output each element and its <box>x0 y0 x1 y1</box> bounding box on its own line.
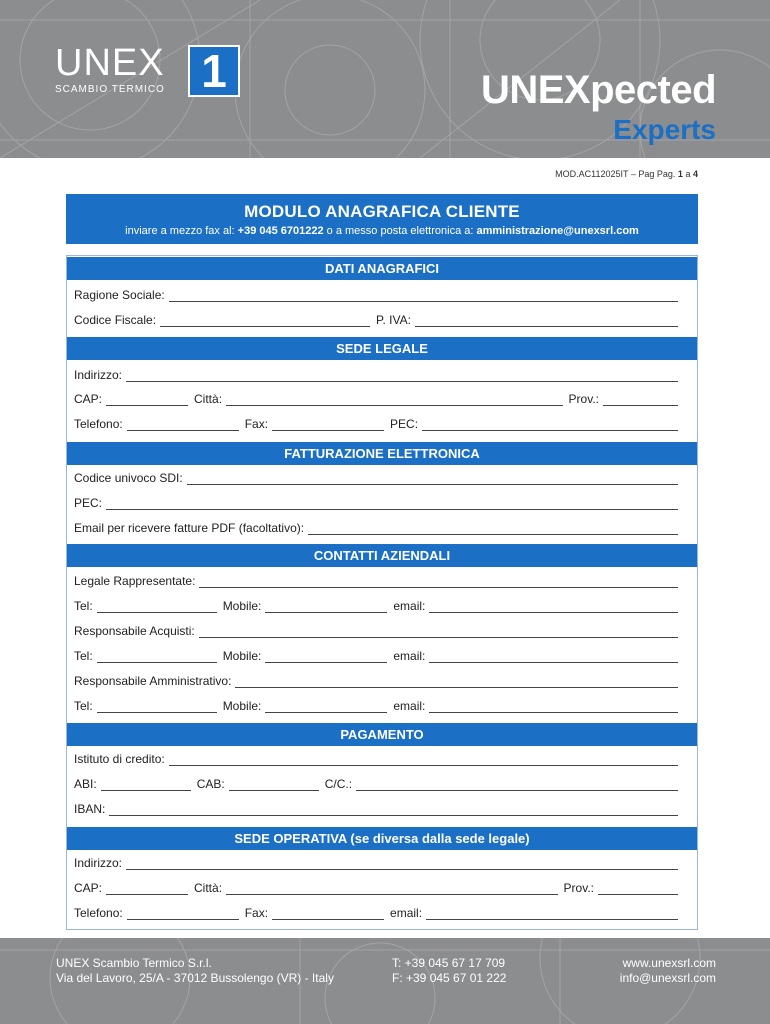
label-email-pdf: Email per ricevere fatture PDF (facoltativo): <box>74 521 305 535</box>
logo-wordmark: UNEX <box>55 42 165 84</box>
label-cap: CAP: <box>74 392 103 406</box>
page-total: 4 <box>692 169 698 179</box>
label-cc: C/C.: <box>324 777 353 791</box>
label-fax: Fax: <box>244 906 269 920</box>
row-resp-acquisti <box>74 620 678 638</box>
field-fax-legale[interactable] <box>272 419 384 431</box>
row-cap-citta-legale <box>74 388 678 406</box>
field-tel-amministrativo[interactable] <box>97 701 217 713</box>
field-email-operativa[interactable] <box>426 908 678 920</box>
row-pec-fatturazione <box>74 492 678 510</box>
section-pagamento: PAGAMENTO <box>67 723 697 746</box>
label-email: email: <box>390 906 423 920</box>
label-ragione-sociale: Ragione Sociale: <box>74 288 165 302</box>
fax-number: +39 045 6701222 <box>237 225 324 237</box>
row-cap-citta-operativa <box>74 877 678 895</box>
field-email-legale-rappr[interactable] <box>429 601 678 613</box>
page-header <box>0 0 770 158</box>
field-codice-fiscale[interactable] <box>160 315 370 327</box>
page-footer <box>0 938 770 1024</box>
label-p-iva: P. IVA: <box>376 313 411 327</box>
field-tel-legale-rappr[interactable] <box>97 601 217 613</box>
page-separator: a <box>685 169 691 179</box>
label-indirizzo: Indirizzo: <box>74 856 123 870</box>
field-resp-amministrativo[interactable] <box>235 676 678 688</box>
label-tel: Tel: <box>74 649 93 663</box>
field-pec-legale[interactable] <box>422 419 678 431</box>
label-citta: Città: <box>194 881 223 895</box>
section-contatti-aziendali: CONTATTI AZIENDALI <box>67 544 697 567</box>
field-indirizzo-legale[interactable] <box>126 370 678 382</box>
field-cap-operativa[interactable] <box>106 883 188 895</box>
section-sede-operativa: SEDE OPERATIVA (se diversa dalla sede legale) <box>67 827 697 850</box>
label-iban: IBAN: <box>74 802 106 816</box>
row-codice-fiscale <box>74 309 678 327</box>
row-indirizzo-legale <box>74 364 678 382</box>
admin-email: amministrazione@unexsrl.com <box>476 225 639 237</box>
row-indirizzo-operativa <box>74 852 678 870</box>
label-mobile: Mobile: <box>222 649 262 663</box>
instructions-part-1: inviare a mezzo fax al: <box>125 225 238 237</box>
field-pec-fatturazione[interactable] <box>106 498 678 510</box>
footer-company-name: UNEX Scambio Termico S.r.l. <box>56 956 212 970</box>
label-email: email: <box>393 599 426 613</box>
page-current: 1 <box>677 169 683 179</box>
section-sede-legale: SEDE LEGALE <box>67 337 697 360</box>
instructions-part-2: o a messo posta elettronica a: <box>323 225 477 237</box>
field-indirizzo-operativa[interactable] <box>126 858 678 870</box>
footer-phone: T: +39 045 67 17 709 <box>392 956 506 970</box>
tagline-sub: Experts <box>613 114 716 145</box>
field-mobile-legale-rappr[interactable] <box>265 601 387 613</box>
field-ragione-sociale[interactable] <box>169 290 678 302</box>
field-iban[interactable] <box>109 804 678 816</box>
field-prov-legale[interactable] <box>603 394 678 406</box>
label-resp-amministrativo: Responsabile Amministrativo: <box>74 674 232 688</box>
row-contatti-amministrativo <box>74 695 678 713</box>
module-code: MOD.AC112025IT – Pag Pag. <box>555 169 676 179</box>
label-citta: Città: <box>194 392 223 406</box>
label-tel: Tel: <box>74 599 93 613</box>
field-cab[interactable] <box>229 779 319 791</box>
field-tel-acquisti[interactable] <box>97 651 217 663</box>
label-mobile: Mobile: <box>222 599 262 613</box>
row-email-pdf <box>74 517 678 535</box>
field-email-amministrativo[interactable] <box>429 701 678 713</box>
row-ragione-sociale <box>74 284 678 302</box>
label-tel: Tel: <box>74 699 93 713</box>
footer-address: Via del Lavoro, 25/A - 37012 Bussolengo (VR) - Italy <box>56 971 334 985</box>
label-istituto: Istituto di credito: <box>74 752 165 766</box>
label-prov: Prov.: <box>563 881 594 895</box>
field-email-acquisti[interactable] <box>429 651 678 663</box>
footer-web <box>620 956 716 986</box>
company-logo <box>55 44 165 95</box>
row-iban <box>74 798 678 816</box>
label-pec-fatturazione: PEC: <box>74 496 103 510</box>
form-title-band <box>66 194 698 244</box>
label-mobile: Mobile: <box>222 699 262 713</box>
field-cap-legale[interactable] <box>106 394 188 406</box>
field-mobile-amministrativo[interactable] <box>265 701 387 713</box>
label-resp-acquisti: Responsabile Acquisti: <box>74 624 195 638</box>
form-title: MODULO ANAGRAFICA CLIENTE <box>244 202 520 221</box>
row-contatti-acquisti <box>74 645 678 663</box>
logo-number-badge: 1 <box>188 45 240 97</box>
label-abi: ABI: <box>74 777 97 791</box>
row-telefono-operativa <box>74 902 678 920</box>
footer-fax: F: +39 045 67 01 222 <box>392 971 507 985</box>
label-codice-fiscale: Codice Fiscale: <box>74 313 157 327</box>
label-indirizzo: Indirizzo: <box>74 368 123 382</box>
footer-company-info <box>56 956 334 986</box>
field-telefono-legale[interactable] <box>127 419 239 431</box>
field-abi[interactable] <box>101 779 191 791</box>
label-fax: Fax: <box>244 417 269 431</box>
label-telefono: Telefono: <box>74 906 123 920</box>
module-reference <box>555 169 698 179</box>
field-mobile-acquisti[interactable] <box>265 651 387 663</box>
field-telefono-operativa[interactable] <box>127 908 239 920</box>
section-fatturazione-elettronica: FATTURAZIONE ELETTRONICA <box>67 442 697 465</box>
footer-contacts <box>392 956 506 986</box>
label-cap: CAP: <box>74 881 103 895</box>
field-codice-sdi[interactable] <box>187 473 678 485</box>
footer-email-link[interactable]: info@unexsrl.com <box>619 971 716 985</box>
field-fax-operativa[interactable] <box>272 908 384 920</box>
field-istituto[interactable] <box>169 754 678 766</box>
row-contatti-legale <box>74 595 678 613</box>
row-abi-cab-cc <box>74 773 678 791</box>
label-pec: PEC: <box>390 417 419 431</box>
row-telefono-legale <box>74 413 678 431</box>
registration-form <box>66 255 698 930</box>
tagline-main: UNEXpected <box>480 68 716 112</box>
footer-website-link[interactable]: www.unexsrl.com <box>622 956 716 970</box>
field-cc[interactable] <box>356 779 678 791</box>
row-resp-amministrativo <box>74 670 678 688</box>
label-telefono: Telefono: <box>74 417 123 431</box>
row-codice-sdi <box>74 467 678 485</box>
label-legale-rappresentante: Legale Rappresentate: <box>74 574 196 588</box>
row-legale-rappresentante <box>74 570 678 588</box>
label-email: email: <box>393 699 426 713</box>
field-legale-rappresentante[interactable] <box>199 576 678 588</box>
label-cab: CAB: <box>196 777 225 791</box>
label-email: email: <box>393 649 426 663</box>
field-email-pdf[interactable] <box>308 523 678 535</box>
row-istituto <box>74 748 678 766</box>
form-instructions <box>66 225 698 237</box>
field-citta-legale[interactable] <box>226 394 563 406</box>
section-dati-anagrafici: DATI ANAGRAFICI <box>67 257 697 280</box>
field-prov-operativa[interactable] <box>598 883 678 895</box>
logo-subtitle: SCAMBIO TERMICO <box>55 84 165 95</box>
field-citta-operativa[interactable] <box>226 883 558 895</box>
field-p-iva[interactable] <box>415 315 678 327</box>
label-prov: Prov.: <box>568 392 599 406</box>
field-resp-acquisti[interactable] <box>199 626 678 638</box>
label-codice-sdi: Codice univoco SDI: <box>74 471 183 485</box>
